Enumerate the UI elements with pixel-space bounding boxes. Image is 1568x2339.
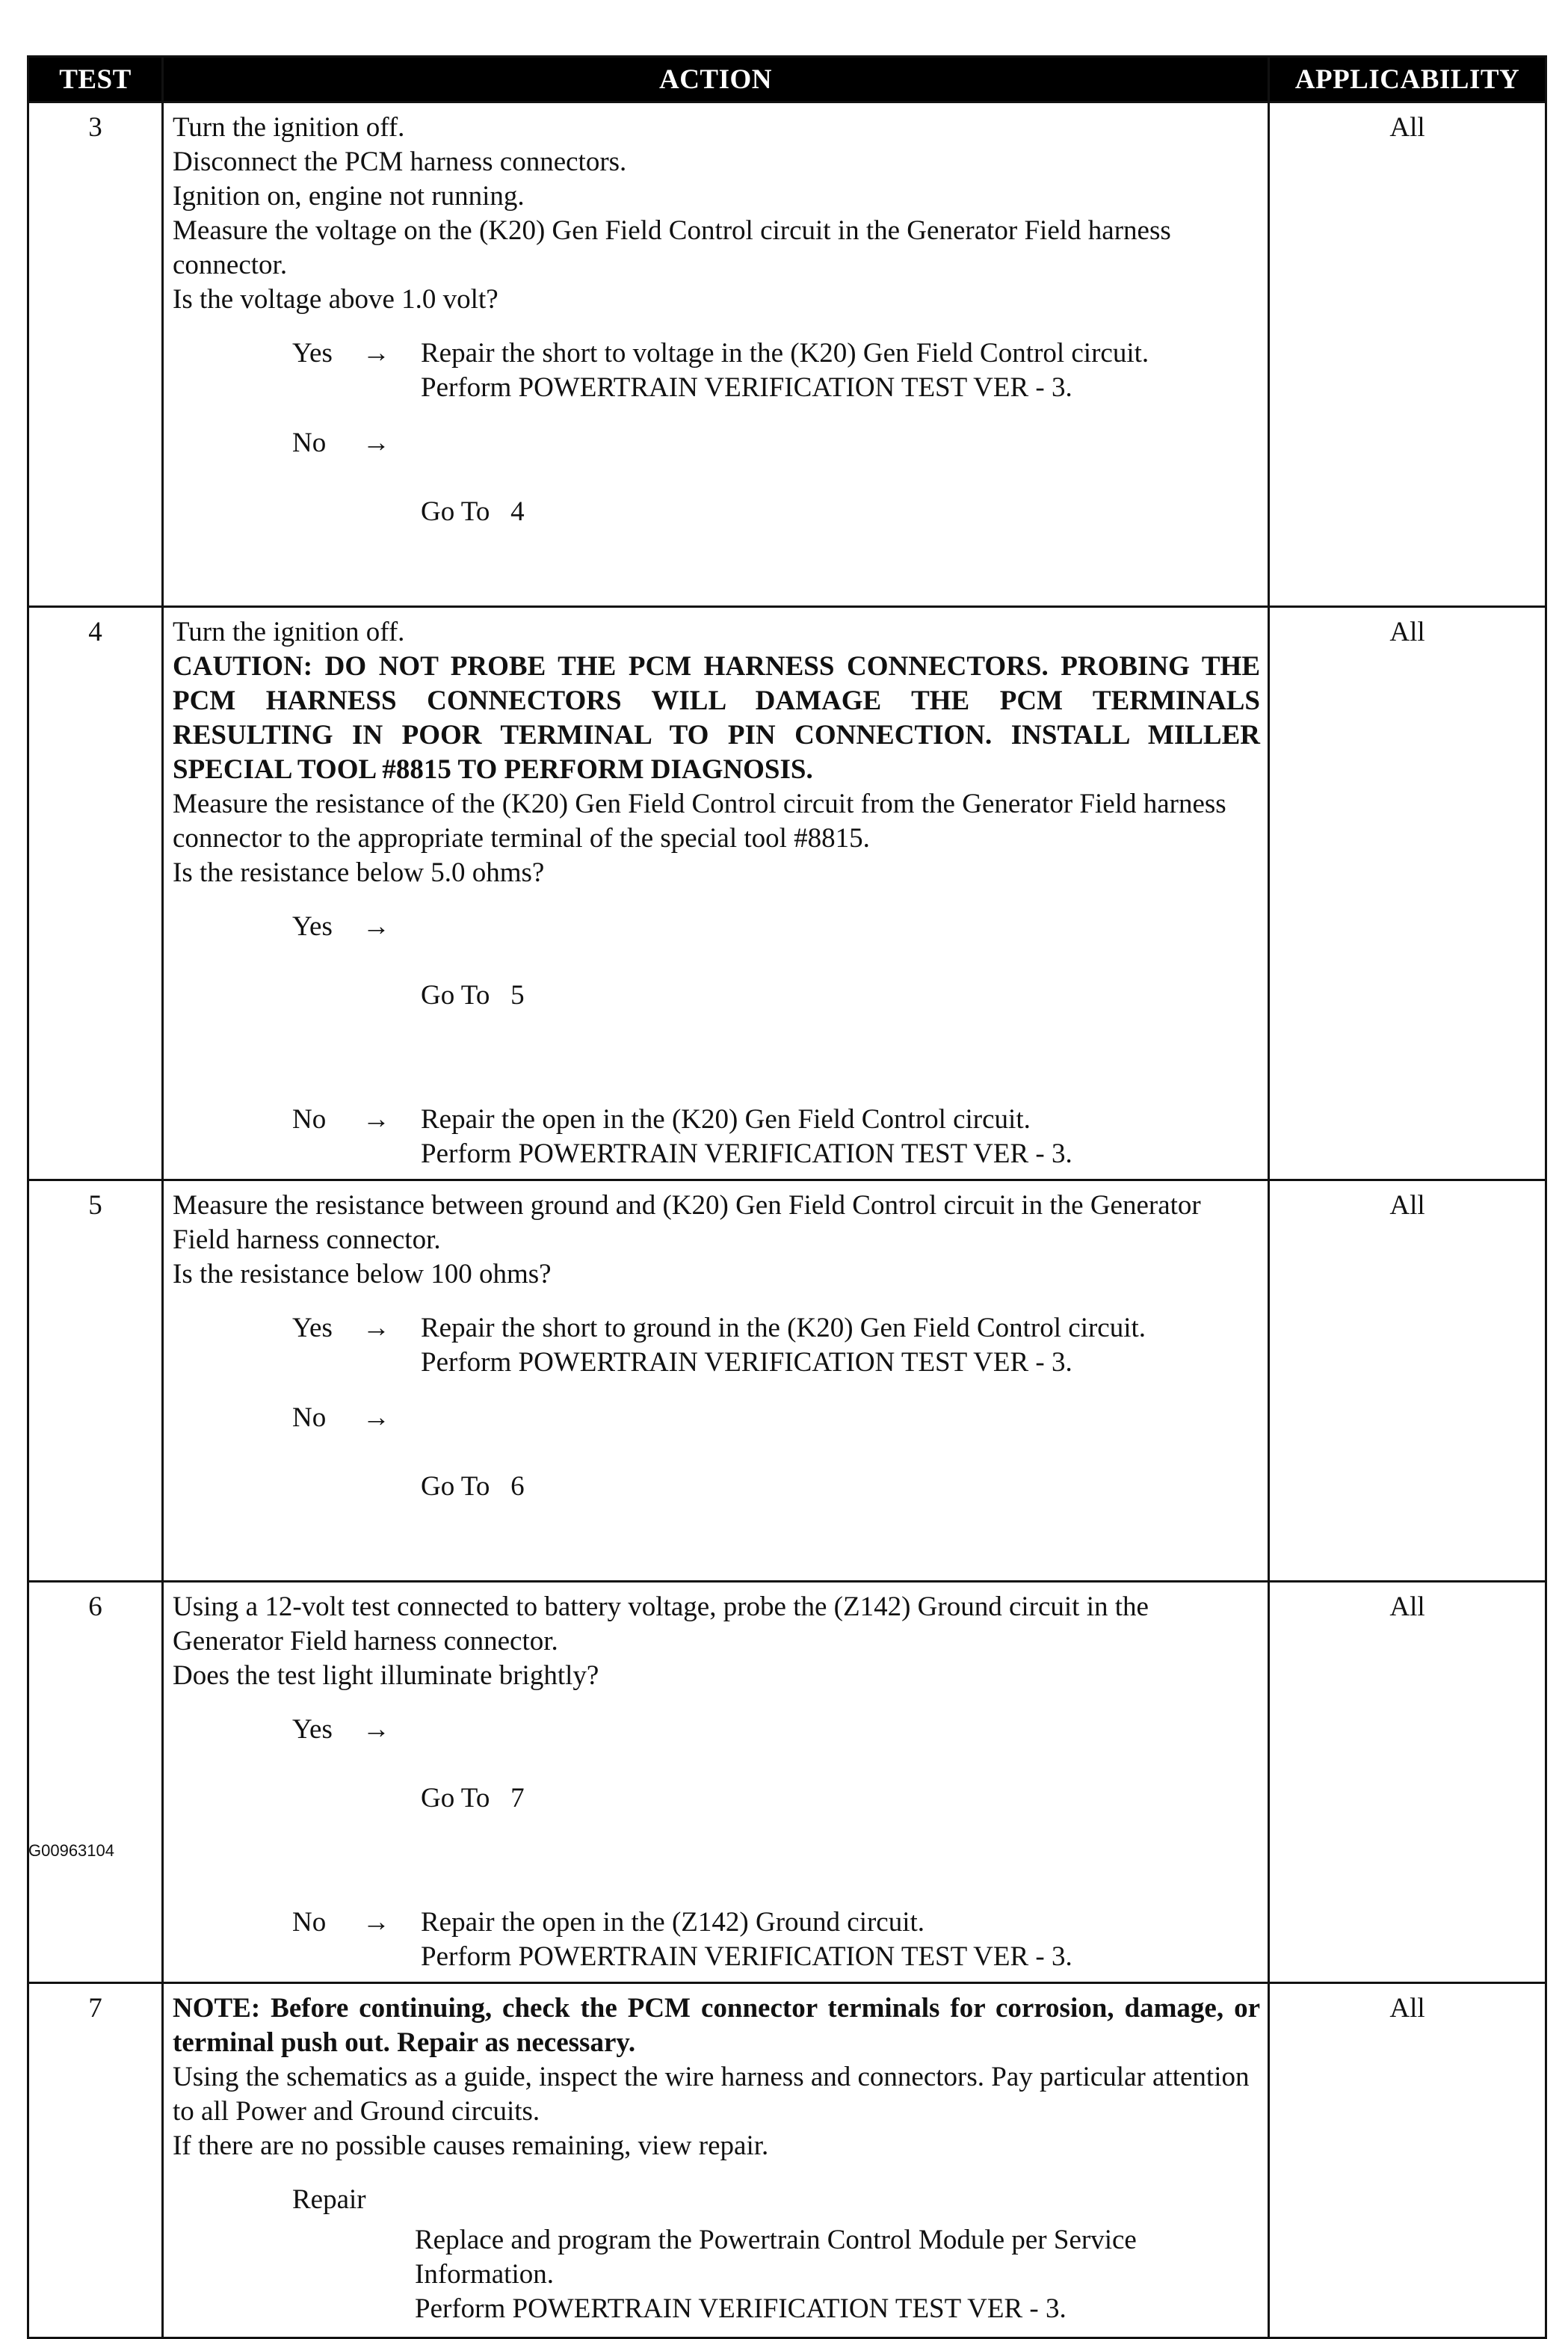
note-text: NOTE: Before continuing, check the PCM connector terminals for corrosion, damage, or terminal push out. Repair as necessary. — [173, 1993, 1260, 2058]
arrow-right-icon: → — [362, 1714, 390, 1745]
action-step: If there are no possible causes remaining, view repair. — [173, 2130, 769, 2161]
no-result: Go To 4 — [421, 496, 525, 527]
arrow-right-icon: → — [362, 911, 390, 942]
test-number: 3 — [28, 102, 163, 607]
yes-label: Yes — [292, 338, 333, 369]
action-cell — [163, 1180, 1269, 1582]
yes-label: Yes — [292, 911, 333, 942]
action-question: Is the resistance below 100 ohms? — [173, 1259, 552, 1289]
action-step: Turn the ignition off. — [173, 617, 405, 647]
yes-label: Yes — [292, 1313, 333, 1343]
no-result: Repair the open in the (Z142) Ground circuit. — [421, 1907, 925, 1938]
table-row — [28, 607, 1546, 1180]
no-outcome — [173, 1401, 1260, 1573]
test-number: 5 — [28, 1180, 163, 1582]
no-result: Repair the open in the (K20) Gen Field Control circuit. — [421, 1104, 1031, 1135]
action-cell — [163, 607, 1269, 1180]
no-outcome — [173, 426, 1260, 598]
arrow-right-icon: → — [362, 1104, 390, 1135]
action-step: Ignition on, engine not running. — [173, 181, 525, 212]
table-header-row — [28, 57, 1546, 102]
action-step: Using a 12-volt test connected to battery voltage, probe the (Z142) Ground circuit in the Generator Field harness connector. — [173, 1591, 1149, 1657]
table-row — [28, 1180, 1546, 1582]
header-applicability: APPLICABILITY — [1269, 57, 1546, 102]
action-question: Is the voltage above 1.0 volt? — [173, 284, 499, 315]
yes-label: Yes — [292, 1714, 333, 1745]
header-test: TEST — [28, 57, 163, 102]
action-cell — [163, 1983, 1269, 2338]
repair-block — [173, 2183, 1260, 2326]
no-result: Go To 6 — [421, 1471, 525, 1502]
figure-id: G00963104 — [28, 1841, 114, 1860]
arrow-right-icon: → — [362, 1402, 390, 1433]
action-step: Disconnect the PCM harness connectors. — [173, 147, 627, 177]
header-action: ACTION — [163, 57, 1269, 102]
action-step: Measure the voltage on the (K20) Gen Field Control circuit in the Generator Field harness connector. — [173, 215, 1171, 280]
action-step: Measure the resistance of the (K20) Gen Field Control circuit from the Generator Field harness connector to the appropriate terminal of the special tool #8815. — [173, 789, 1226, 854]
repair-step: Replace and program the Powertrain Control Module per Service Information. — [415, 2225, 1137, 2290]
no-result: Perform POWERTRAIN VERIFICATION TEST VER - 3. — [421, 1138, 1072, 1169]
no-outcome — [173, 1103, 1260, 1171]
action-cell — [163, 102, 1269, 607]
yes-outcome — [173, 336, 1260, 405]
action-question: Is the resistance below 5.0 ohms? — [173, 857, 545, 888]
diagnostic-test-table — [27, 55, 1547, 2339]
yes-result: Perform POWERTRAIN VERIFICATION TEST VER - 3. — [421, 372, 1072, 403]
table-row — [28, 102, 1546, 607]
repair-step: Perform POWERTRAIN VERIFICATION TEST VER - 3. — [415, 2293, 1067, 2324]
action-step: Measure the resistance between ground and (K20) Gen Field Control circuit in the Generator Field harness connector. — [173, 1190, 1201, 1255]
applicability-value: All — [1269, 102, 1546, 607]
arrow-right-icon: → — [362, 1313, 390, 1343]
yes-outcome — [173, 1713, 1260, 1885]
yes-result: Go To 5 — [421, 980, 525, 1011]
no-label: No — [292, 1104, 327, 1135]
no-label: No — [292, 428, 327, 458]
no-outcome — [173, 1905, 1260, 1974]
applicability-value: All — [1269, 1983, 1546, 2338]
arrow-right-icon: → — [362, 1907, 390, 1938]
action-cell — [163, 1582, 1269, 1983]
repair-label: Repair — [292, 2184, 366, 2215]
yes-outcome — [173, 910, 1260, 1082]
yes-result: Go To 7 — [421, 1783, 525, 1813]
yes-result: Perform POWERTRAIN VERIFICATION TEST VER - 3. — [421, 1347, 1072, 1378]
no-label: No — [292, 1907, 327, 1938]
arrow-right-icon: → — [362, 338, 390, 369]
arrow-right-icon: → — [362, 428, 390, 458]
test-number: 7 — [28, 1983, 163, 2338]
test-number: 4 — [28, 607, 163, 1180]
table-row — [28, 1582, 1546, 1983]
no-label: No — [292, 1402, 327, 1433]
table-row — [28, 1983, 1546, 2338]
caution-text: CAUTION: DO NOT PROBE THE PCM HARNESS CONNECTORS. PROBING THE PCM HARNESS CONNECTORS WILL DAMAGE THE PCM TERMINALS RESULTING IN POOR TERMINAL TO PIN CONNECTION. INSTALL MILLER SPECIAL TOOL #8815 TO PERFORM DIAGNOSIS. — [173, 651, 1260, 785]
yes-result: Repair the short to ground in the (K20) Gen Field Control circuit. — [421, 1313, 1146, 1343]
action-step: Turn the ignition off. — [173, 112, 405, 143]
test-number: 6 — [28, 1582, 163, 1983]
action-step: Using the schematics as a guide, inspect the wire harness and connectors. Pay particular attention to all Power and Ground circuits. — [173, 2062, 1250, 2127]
applicability-value: All — [1269, 607, 1546, 1180]
no-result: Perform POWERTRAIN VERIFICATION TEST VER - 3. — [421, 1941, 1072, 1972]
yes-result: Repair the short to voltage in the (K20) Gen Field Control circuit. — [421, 338, 1149, 369]
yes-outcome — [173, 1311, 1260, 1380]
applicability-value: All — [1269, 1582, 1546, 1983]
action-question: Does the test light illuminate brightly? — [173, 1660, 599, 1691]
applicability-value: All — [1269, 1180, 1546, 1582]
